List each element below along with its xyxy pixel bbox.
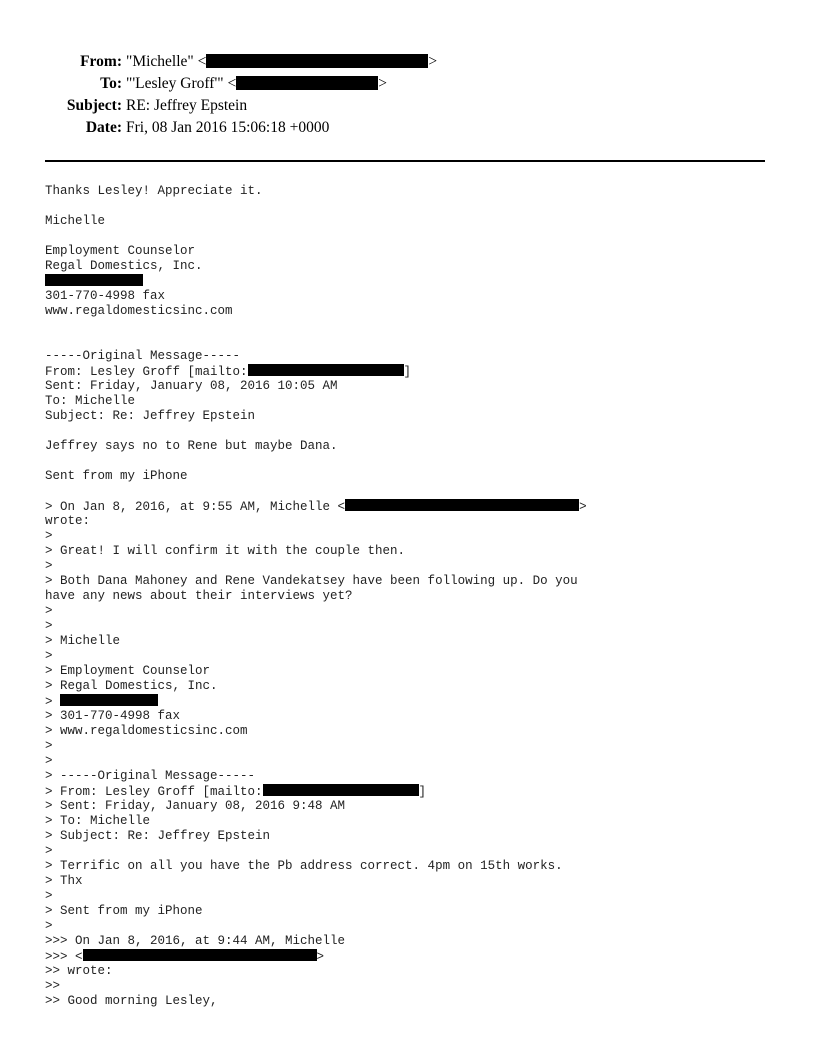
body-line-text: >	[45, 739, 53, 753]
body-line	[45, 814, 785, 829]
body-line-suffix: ]	[418, 785, 427, 799]
body-line-text: > -----Original Message-----	[45, 769, 256, 783]
body-line-text: Jeffrey says no to Rene but maybe Dana.	[45, 439, 338, 453]
header-to-row	[0, 74, 816, 94]
body-line	[45, 769, 785, 784]
body-line-suffix: >	[316, 950, 325, 964]
body-line-text: >	[45, 649, 53, 663]
body-line	[45, 424, 785, 439]
body-line	[45, 439, 785, 454]
from-value	[126, 52, 437, 72]
date-value: Fri, 08 Jan 2016 15:06:18 +0000	[126, 119, 330, 136]
body-line-text: >	[45, 919, 53, 933]
from-close: >	[428, 53, 438, 70]
to-label: To:	[100, 75, 122, 92]
body-line-text: > www.regaldomesticsinc.com	[45, 724, 248, 738]
body-line	[45, 589, 785, 604]
body-line-text: >	[45, 844, 53, 858]
body-line	[45, 709, 785, 724]
redaction-block	[206, 54, 428, 68]
body-line-text: From: Lesley Groff [mailto:	[45, 365, 248, 379]
body-line-text: > Subject: Re: Jeffrey Epstein	[45, 829, 271, 843]
body-line	[45, 244, 785, 259]
body-line	[45, 304, 785, 319]
message-body	[45, 184, 785, 1009]
subject-value: RE: Jeffrey Epstein	[126, 97, 248, 114]
body-line	[45, 649, 785, 664]
body-line-text: Sent: Friday, January 08, 2016 10:05 AM	[45, 379, 338, 393]
body-line-text: Sent from my iPhone	[45, 469, 188, 483]
body-line	[45, 544, 785, 559]
body-line-text: >>	[45, 979, 61, 993]
body-line-text: wrote:	[45, 514, 91, 528]
body-line	[45, 574, 785, 589]
body-line	[45, 289, 785, 304]
body-line-text: >	[45, 604, 53, 618]
body-line-text: > Thx	[45, 874, 83, 888]
body-line	[45, 514, 785, 529]
body-line	[45, 874, 785, 889]
body-line-text: Regal Domestics, Inc.	[45, 259, 203, 273]
body-line-text: > Both Dana Mahoney and Rene Vandekatsey have been following up. Do you	[45, 574, 578, 588]
body-line-text: Michelle	[45, 214, 106, 228]
body-line-text: > From: Lesley Groff [mailto:	[45, 785, 263, 799]
body-line	[45, 994, 785, 1009]
body-line	[45, 739, 785, 754]
body-line	[45, 919, 785, 934]
body-line	[45, 184, 785, 199]
body-line-text: Thanks Lesley! Appreciate it.	[45, 184, 263, 198]
body-line-text: >>> <	[45, 950, 83, 964]
to-name: "'Lesley Groff'" <	[126, 75, 237, 92]
body-line-text: 301-770-4998 fax	[45, 289, 166, 303]
body-line	[45, 724, 785, 739]
body-line	[45, 949, 785, 964]
body-line	[45, 454, 785, 469]
body-line-text: www.regaldomesticsinc.com	[45, 304, 233, 318]
header-from-row	[0, 52, 816, 72]
body-line	[45, 199, 785, 214]
body-line	[45, 484, 785, 499]
body-line	[45, 694, 785, 709]
body-line	[45, 469, 785, 484]
body-line-text: >	[45, 529, 53, 543]
body-line	[45, 319, 785, 334]
body-line-text: > Great! I will confirm it with the couple then.	[45, 544, 406, 558]
body-line	[45, 904, 785, 919]
body-line	[45, 829, 785, 844]
redaction-block	[263, 784, 419, 796]
from-label: From:	[80, 53, 122, 70]
redaction-block	[45, 274, 143, 286]
body-line-text: >> Good morning Lesley,	[45, 994, 218, 1008]
body-line	[45, 364, 785, 379]
header-date-row	[0, 118, 816, 138]
body-line	[45, 664, 785, 679]
body-line	[45, 499, 785, 514]
body-line-text: >> wrote:	[45, 964, 113, 978]
body-line	[45, 334, 785, 349]
body-line	[45, 394, 785, 409]
body-line-text: > Sent: Friday, January 08, 2016 9:48 AM	[45, 799, 346, 813]
body-line	[45, 604, 785, 619]
body-line	[45, 679, 785, 694]
body-line-text: >	[45, 619, 53, 633]
body-line-text: -----Original Message-----	[45, 349, 241, 363]
body-line-text: Subject: Re: Jeffrey Epstein	[45, 409, 256, 423]
body-line-text: To: Michelle	[45, 394, 136, 408]
date-label: Date:	[85, 119, 122, 136]
body-line	[45, 559, 785, 574]
body-line-text: >>> On Jan 8, 2016, at 9:44 AM, Michelle	[45, 934, 346, 948]
body-line-text: >	[45, 754, 53, 768]
redaction-block	[236, 76, 378, 90]
body-line-text: >	[45, 559, 53, 573]
body-line	[45, 784, 785, 799]
body-line	[45, 934, 785, 949]
body-line-suffix: >	[579, 500, 587, 514]
body-line-text: > Sent from my iPhone	[45, 904, 203, 918]
body-line-text: > Michelle	[45, 634, 121, 648]
to-close: >	[378, 75, 387, 92]
body-line	[45, 799, 785, 814]
body-line	[45, 259, 785, 274]
body-line-text: >	[45, 695, 61, 709]
body-line-text: Employment Counselor	[45, 244, 196, 258]
body-line-text: > Employment Counselor	[45, 664, 211, 678]
body-line	[45, 379, 785, 394]
body-line	[45, 979, 785, 994]
body-line	[45, 349, 785, 364]
body-line-text: > 301-770-4998 fax	[45, 709, 181, 723]
body-line	[45, 754, 785, 769]
redaction-block	[345, 499, 579, 511]
redaction-block	[83, 949, 317, 961]
header-divider	[45, 160, 765, 162]
redaction-block	[60, 694, 158, 706]
body-line	[45, 619, 785, 634]
body-line-suffix: ]	[403, 365, 412, 379]
from-name: "Michelle" <	[126, 53, 207, 70]
body-line-text: > To: Michelle	[45, 814, 151, 828]
body-line	[45, 214, 785, 229]
subject-label: Subject:	[66, 97, 122, 114]
to-value	[126, 74, 387, 94]
body-line-text: >	[45, 889, 53, 903]
body-line-text: > Regal Domestics, Inc.	[45, 679, 218, 693]
header-subject-row	[0, 96, 816, 116]
body-line	[45, 529, 785, 544]
body-line	[45, 844, 785, 859]
body-line	[45, 229, 785, 244]
redaction-block	[248, 364, 404, 376]
body-line	[45, 889, 785, 904]
body-line-text: > Terrific on all you have the Pb address correct. 4pm on 15th works.	[45, 859, 563, 873]
body-line	[45, 634, 785, 649]
body-line	[45, 859, 785, 874]
body-line-text: > On Jan 8, 2016, at 9:55 AM, Michelle <	[45, 500, 346, 514]
body-line	[45, 409, 785, 424]
body-line	[45, 964, 785, 979]
body-line	[45, 274, 785, 289]
body-line-text: have any news about their interviews yet?	[45, 589, 353, 603]
